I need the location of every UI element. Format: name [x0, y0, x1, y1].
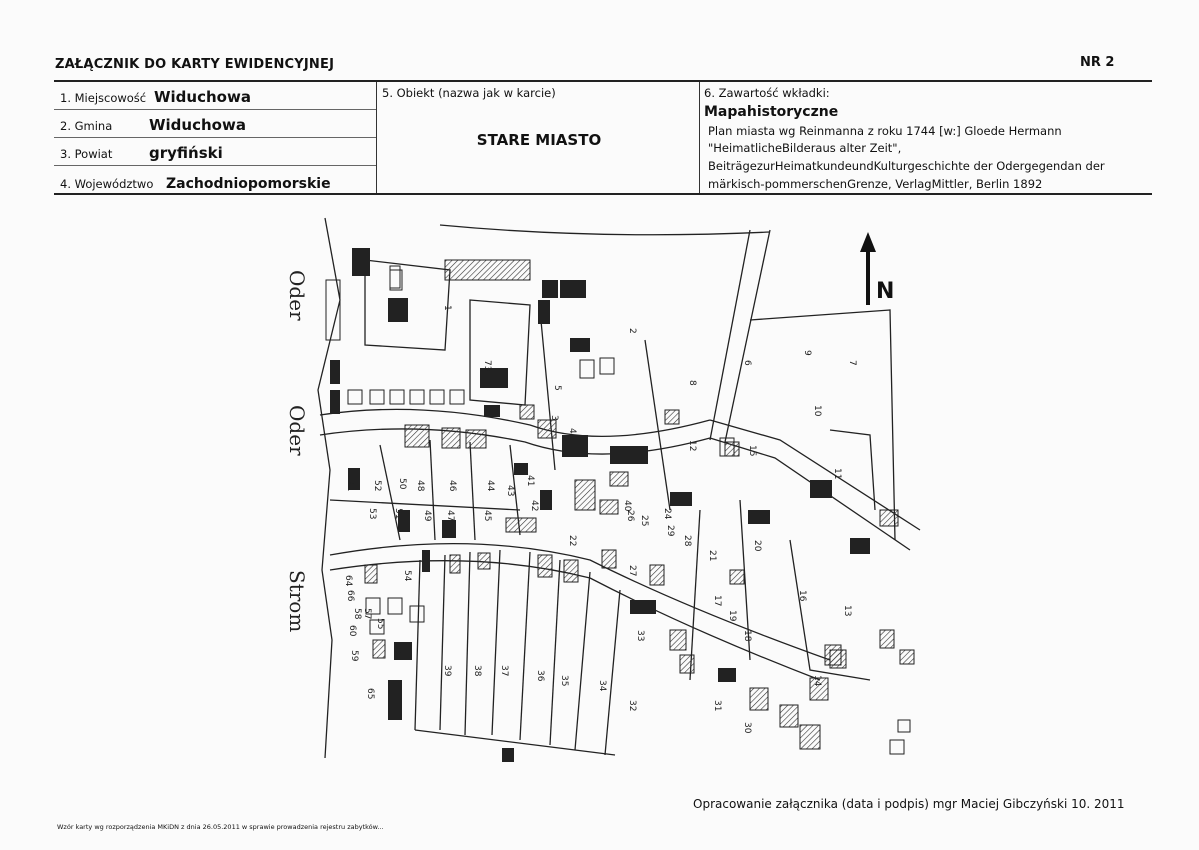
content-title: Mapahistoryczne: [704, 104, 839, 120]
parcel-number: 35: [559, 675, 569, 687]
parcel-number: 12: [687, 440, 697, 452]
parcel-number: 43: [505, 485, 515, 497]
parcel-number: 19: [727, 610, 737, 622]
parcel-number: 51: [393, 508, 403, 520]
parcel-number: 26: [625, 510, 635, 522]
field-value: Widuchowa: [149, 116, 246, 134]
parcel-number: 58: [352, 608, 362, 620]
parcel-number: 2: [627, 328, 637, 334]
parcel-number: 32: [627, 700, 637, 712]
parcel-number: 45: [482, 510, 492, 522]
parcel-number: 66: [345, 590, 355, 602]
parcel-number: 16: [797, 590, 807, 602]
parcel-number: 41: [525, 475, 535, 487]
parcel-number: 7: [847, 360, 857, 366]
parcel-number: 1: [442, 305, 452, 311]
parcel-number: 37: [499, 665, 509, 677]
field-label: 3. Powiat: [60, 147, 113, 161]
parcel-number: 54: [402, 570, 412, 582]
parcel-number: 60: [347, 625, 357, 637]
parcel-number: 34: [597, 680, 607, 692]
parcel-number: 50: [397, 478, 407, 490]
content-line: märkisch-pommerschenGrenze, VerlagMittler, Berlin 1892: [708, 177, 1043, 191]
parcel-number: 25: [639, 515, 649, 527]
parcel-number: 59: [349, 650, 359, 662]
content-line: Plan miasta wg Reinmanna z roku 1744 [w:] Gloede Hermann: [708, 124, 1062, 138]
parcel-number: 10: [812, 405, 822, 417]
parcel-number: 73: [482, 360, 492, 372]
field-value: gryfiński: [149, 144, 223, 162]
object-value: STARE MIASTO: [476, 131, 602, 149]
signature-line: Opracowanie załącznika (data i podpis) mgr Maciej Gibczyński 10. 2011: [693, 797, 1125, 811]
north-arrow: [860, 232, 894, 305]
parcel-number: 71: [345, 480, 355, 492]
parcel-number: 64: [343, 575, 353, 587]
map-vertical-river-label: [285, 270, 309, 632]
historical-town-plan: [270, 210, 930, 770]
parcel-number: 15: [747, 445, 757, 457]
parcel-number: 38: [472, 665, 482, 677]
field-label: 1. Miejscowość: [60, 91, 147, 105]
parcel-number: 44: [485, 480, 495, 492]
parcel-number: 42: [529, 500, 539, 512]
parcel-number: 6: [742, 360, 752, 366]
parcel-number: 11: [832, 468, 842, 480]
field-value: Widuchowa: [154, 88, 251, 106]
parcel-number: 31: [712, 700, 722, 712]
parcel-number: 22: [567, 535, 577, 547]
parcel-number: 65: [365, 688, 375, 700]
parcel-number: 3: [549, 415, 559, 421]
field-label: 2. Gmina: [60, 119, 113, 133]
info-table: [54, 80, 1152, 195]
parcel-number: 47: [445, 510, 455, 522]
parcel-number: 27: [627, 565, 637, 577]
content-label: 6. Zawartość wkładki:: [704, 86, 830, 100]
parcel-number: 55: [375, 618, 385, 630]
parcel-number: 53: [367, 508, 377, 520]
parcel-number: 4: [567, 428, 577, 434]
parcel-number: 36: [535, 670, 545, 682]
parcel-number: 30: [742, 722, 752, 734]
parcel-number: 40: [622, 500, 632, 512]
object-label: 5. Obiekt (nazwa jak w karcie): [382, 86, 556, 100]
parcel-number: 14: [812, 675, 822, 687]
parcel-number: 5: [552, 385, 562, 391]
column-divider: [376, 82, 377, 193]
river-label: Strom: [285, 570, 309, 633]
river-label: Oder: [285, 405, 309, 456]
parcel-number: 46: [447, 480, 457, 492]
parcel-number: 57: [362, 608, 372, 620]
parcel-number: 49: [422, 510, 432, 522]
parcel-number: 17: [712, 595, 722, 607]
parcel-number: 52: [372, 480, 382, 492]
parcel-number: 8: [687, 380, 697, 386]
parcel-number: 72: [392, 645, 402, 657]
parcel-number: 28: [682, 535, 692, 547]
parcel-number: 39: [442, 665, 452, 677]
parcel-number: 18: [742, 630, 752, 642]
parcel-number: 48: [415, 480, 425, 492]
parcel-number: 24: [662, 508, 672, 520]
field-row-voivodeship: [54, 166, 376, 195]
parcel-number: 33: [635, 630, 645, 642]
document-number: NR 2: [1080, 55, 1115, 70]
footer-note: Wzór karty wg rozporządzenia MKiDN z dnia 26.05.2011 w sprawie prowadzenia rejestru zabytków...: [57, 823, 384, 831]
column-divider: [699, 82, 700, 193]
field-value: Zachodniopomorskie: [166, 176, 331, 192]
parcel-number: 21: [707, 550, 717, 562]
content-line: BeiträgezurHeimatkundeundKulturgeschichte der Odergegendan der: [708, 159, 1105, 173]
field-row-commune: [54, 110, 376, 138]
parcel-number: 20: [752, 540, 762, 552]
document-title: ZAŁĄCZNIK DO KARTY EWIDENCYJNEJ: [55, 57, 335, 72]
field-row-locality: [54, 82, 376, 110]
river-label: Oder: [285, 270, 309, 321]
parcel-number: 13: [842, 605, 852, 617]
content-line: "HeimatlicheBilderaus alter Zeit",: [708, 141, 902, 155]
parcel-number: 9: [802, 350, 812, 356]
field-row-county: [54, 138, 376, 166]
field-label: 4. Województwo: [60, 177, 154, 191]
parcel-number: 29: [665, 525, 675, 537]
north-label: N: [876, 279, 895, 304]
